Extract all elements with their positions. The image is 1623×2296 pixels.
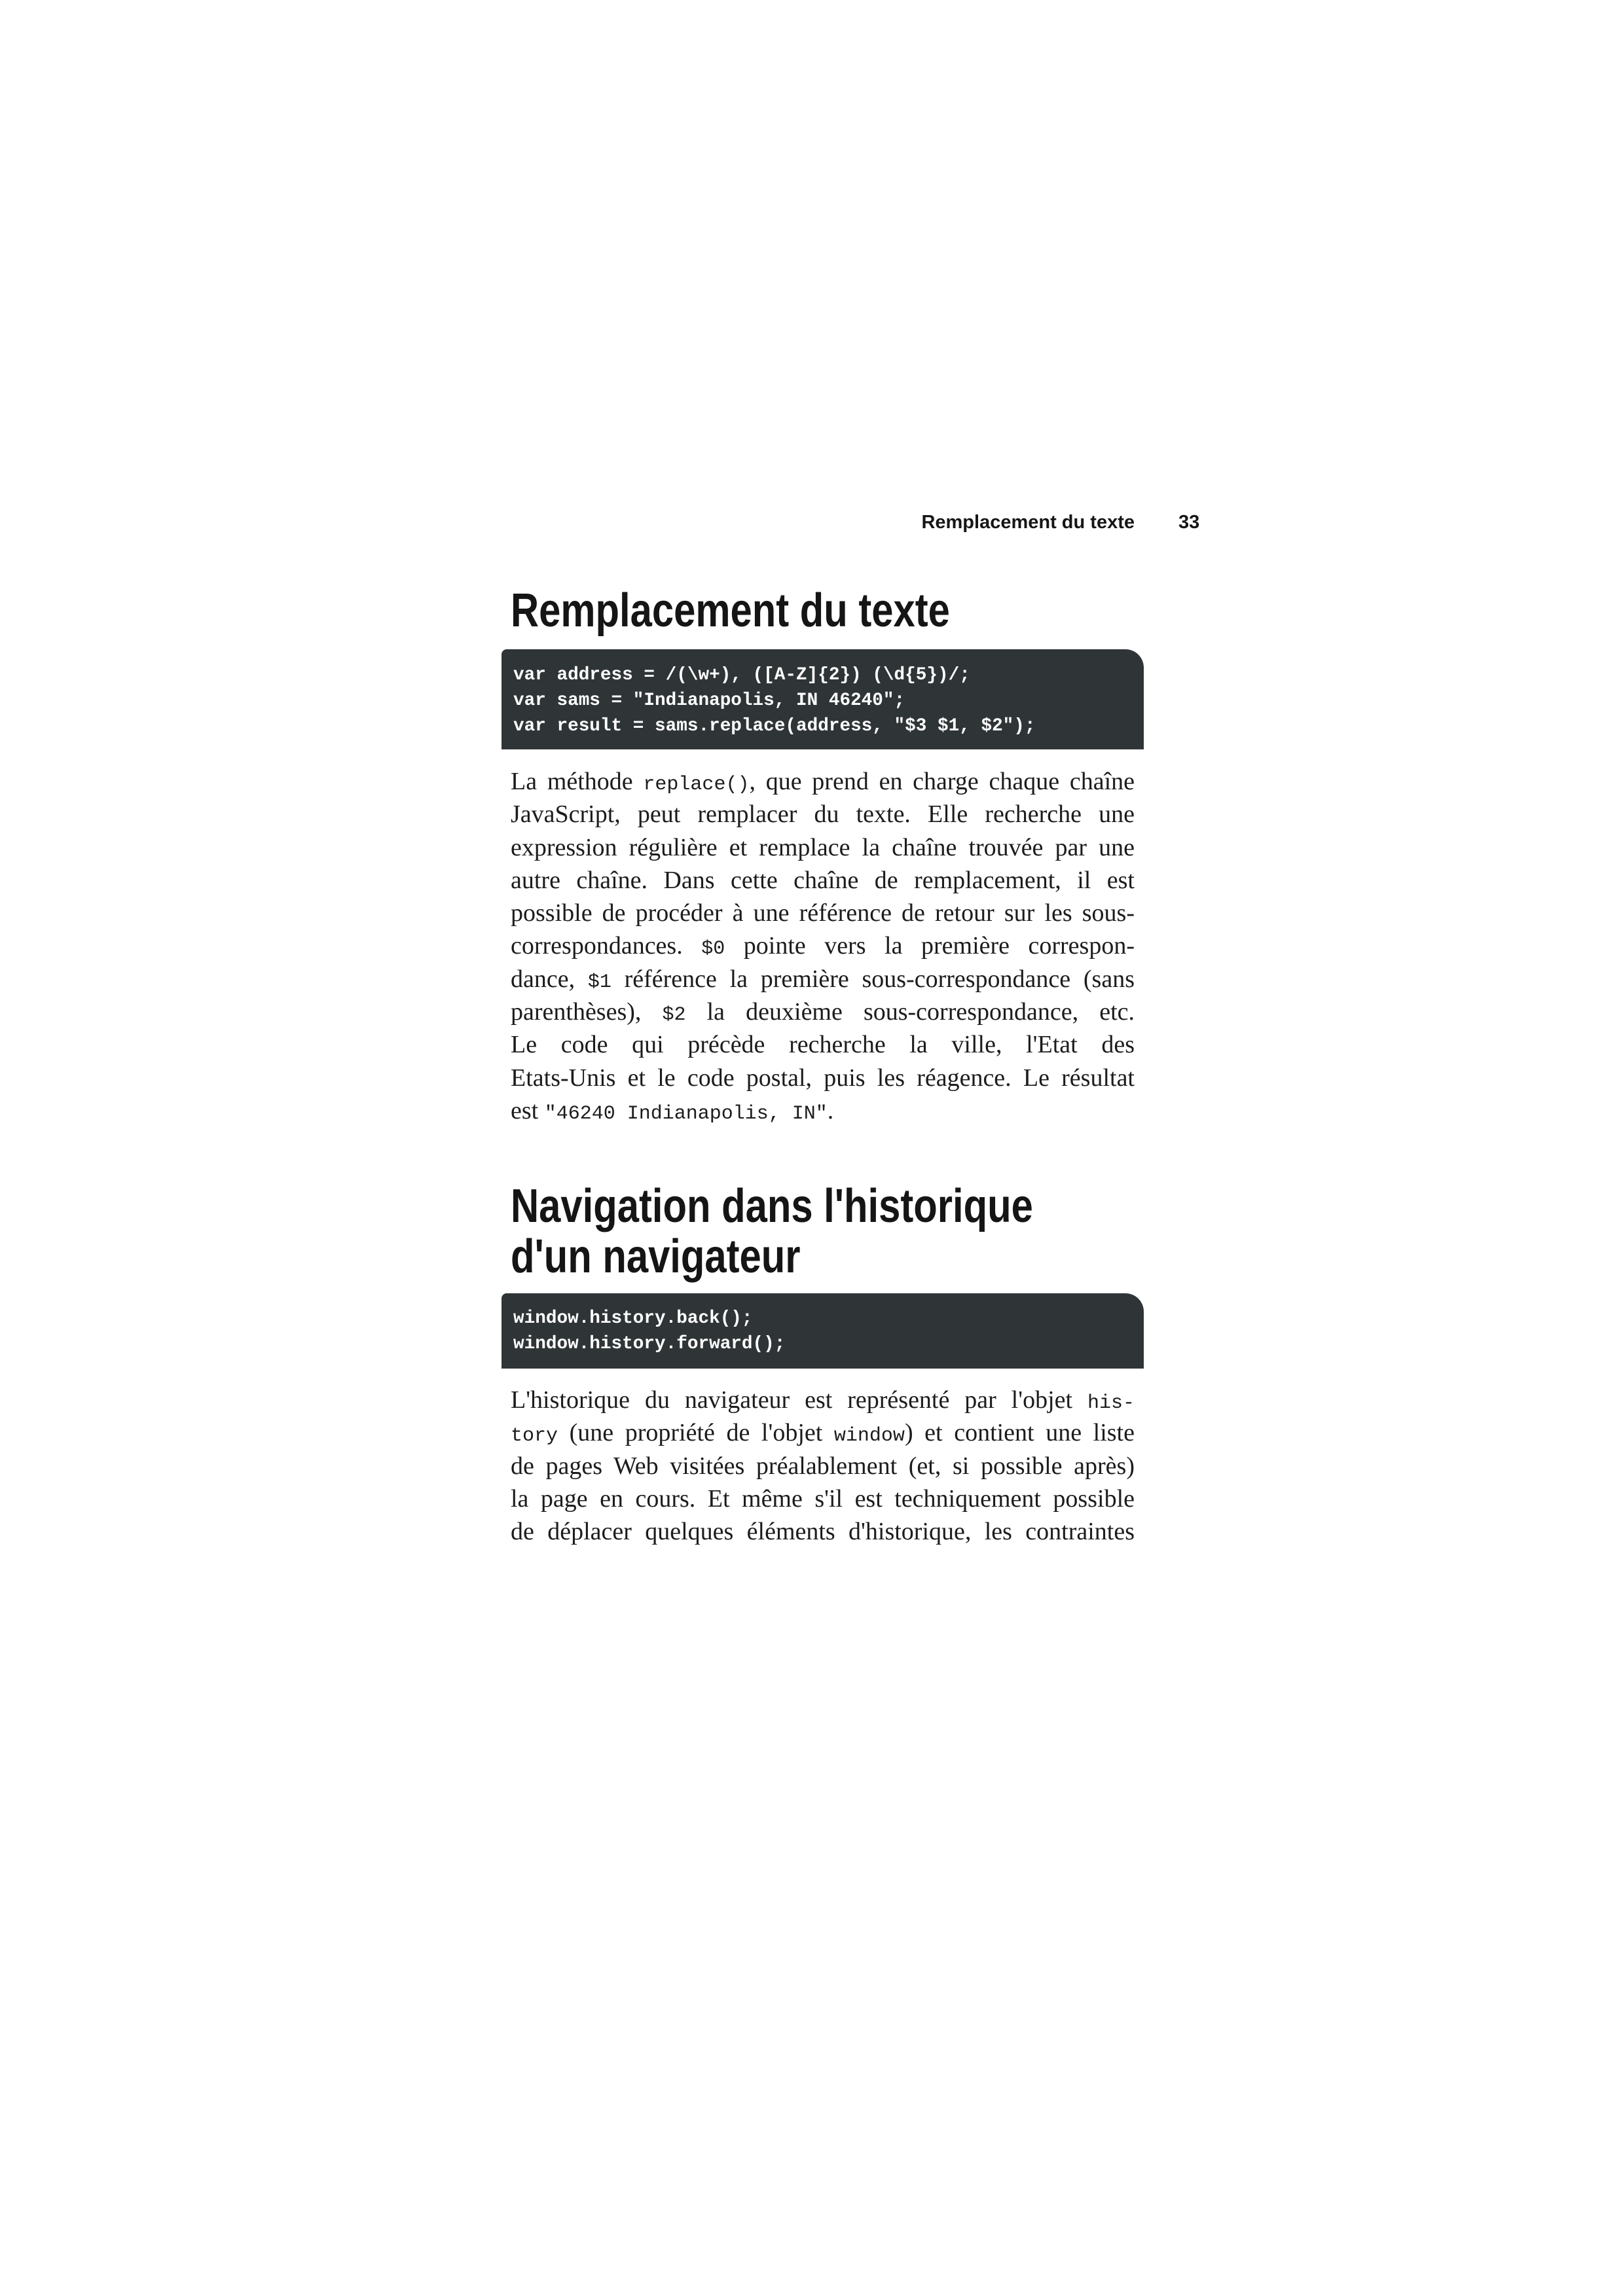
paragraph-text: pointe vers la première correspon- [725, 932, 1135, 960]
paragraph-text: référence la première sous-correspondance (sans [611, 965, 1135, 993]
code-line: var sams = "Indianapolis, IN 46240"; [513, 691, 905, 711]
paragraph-line [511, 1482, 1135, 1515]
code-block [501, 649, 1144, 749]
section-title [511, 586, 1040, 636]
inline-code: tory [511, 1425, 558, 1448]
paragraph-text: ) et contient une liste [904, 1419, 1135, 1447]
section-title-line: d'un navigateur [511, 1230, 801, 1283]
paragraph-line [511, 798, 1135, 831]
paragraph-text: la page en cours. Et même s'il est techniquement possible [511, 1484, 1135, 1513]
paragraph-text: L'historique du navigateur est représenté par l'objet [511, 1386, 1087, 1414]
section-title-line: Remplacement du texte [511, 584, 950, 637]
paragraph-text: Le code qui précède recherche la ville, l'Etat des [511, 1031, 1135, 1059]
code-line: var address = /(\w+), ([A-Z]{2}) (\d{5})/; [513, 665, 970, 685]
paragraph [511, 1384, 1135, 1548]
code-line: window.history.back(); [513, 1308, 753, 1329]
paragraph-line [511, 929, 1135, 962]
paragraph-line [511, 831, 1135, 864]
section-title [511, 1181, 1140, 1282]
inline-code: his- [1087, 1392, 1135, 1414]
paragraph-text: possible de procéder à une référence de retour sur les sous- [511, 899, 1135, 927]
running-header-title: Remplacement du texte [921, 512, 1135, 533]
inline-code: replace() [643, 774, 750, 796]
code-line: window.history.forward(); [513, 1334, 786, 1354]
paragraph-line [511, 963, 1135, 996]
paragraph-text: (une propriété de l'objet [558, 1419, 834, 1447]
inline-code: $1 [587, 971, 611, 994]
paragraph-text: . [827, 1096, 834, 1124]
paragraph [511, 765, 1135, 1127]
paragraph-line [511, 1062, 1135, 1094]
paragraph-line [511, 996, 1135, 1028]
inline-code: $0 [701, 938, 725, 961]
paragraph-line [511, 864, 1135, 897]
paragraph-text: dance, [511, 965, 588, 993]
inline-code: "46240 Indianapolis, IN" [544, 1102, 828, 1125]
page-number: 33 [1178, 512, 1200, 533]
paragraph-text: de pages Web visitées préalablement (et, si possible après) [511, 1452, 1135, 1480]
paragraph-text: La méthode [511, 768, 644, 795]
paragraph-text: la deuxième sous-correspondance, etc. [685, 998, 1135, 1026]
paragraph-text: est [511, 1096, 545, 1124]
paragraph-text: parenthèses), [511, 998, 663, 1026]
paragraph-text: , que prend en charge chaque chaîne [749, 768, 1135, 795]
paragraph-text: expression régulière et remplace la chaîne trouvée par une [511, 833, 1135, 861]
paragraph-text: JavaScript, peut remplacer du texte. Elle recherche une [511, 800, 1135, 829]
paragraph-text: Etats-Unis et le code postal, puis les réagence. Le résultat [511, 1064, 1135, 1092]
inline-code: $2 [662, 1004, 686, 1027]
paragraph-line [511, 1384, 1135, 1416]
code-block [501, 1293, 1144, 1369]
code-line: var result = sams.replace(address, "$3 $1, $2"); [513, 716, 1036, 736]
paragraph-line [511, 1094, 1135, 1127]
section-title-line: Navigation dans l'historique [511, 1180, 1033, 1232]
paragraph-line [511, 1515, 1135, 1548]
paragraph-line [511, 1416, 1135, 1449]
paragraph-text: de déplacer quelques éléments d'historique, les contraintes [511, 1518, 1135, 1546]
paragraph-line [511, 897, 1135, 929]
paragraph-line [511, 1450, 1135, 1482]
paragraph-line [511, 1028, 1135, 1061]
paragraph-text: correspondances. [511, 932, 702, 960]
paragraph-line [511, 765, 1135, 798]
inline-code: window [833, 1425, 905, 1448]
paragraph-text: autre chaîne. Dans cette chaîne de remplacement, il est [511, 866, 1135, 894]
